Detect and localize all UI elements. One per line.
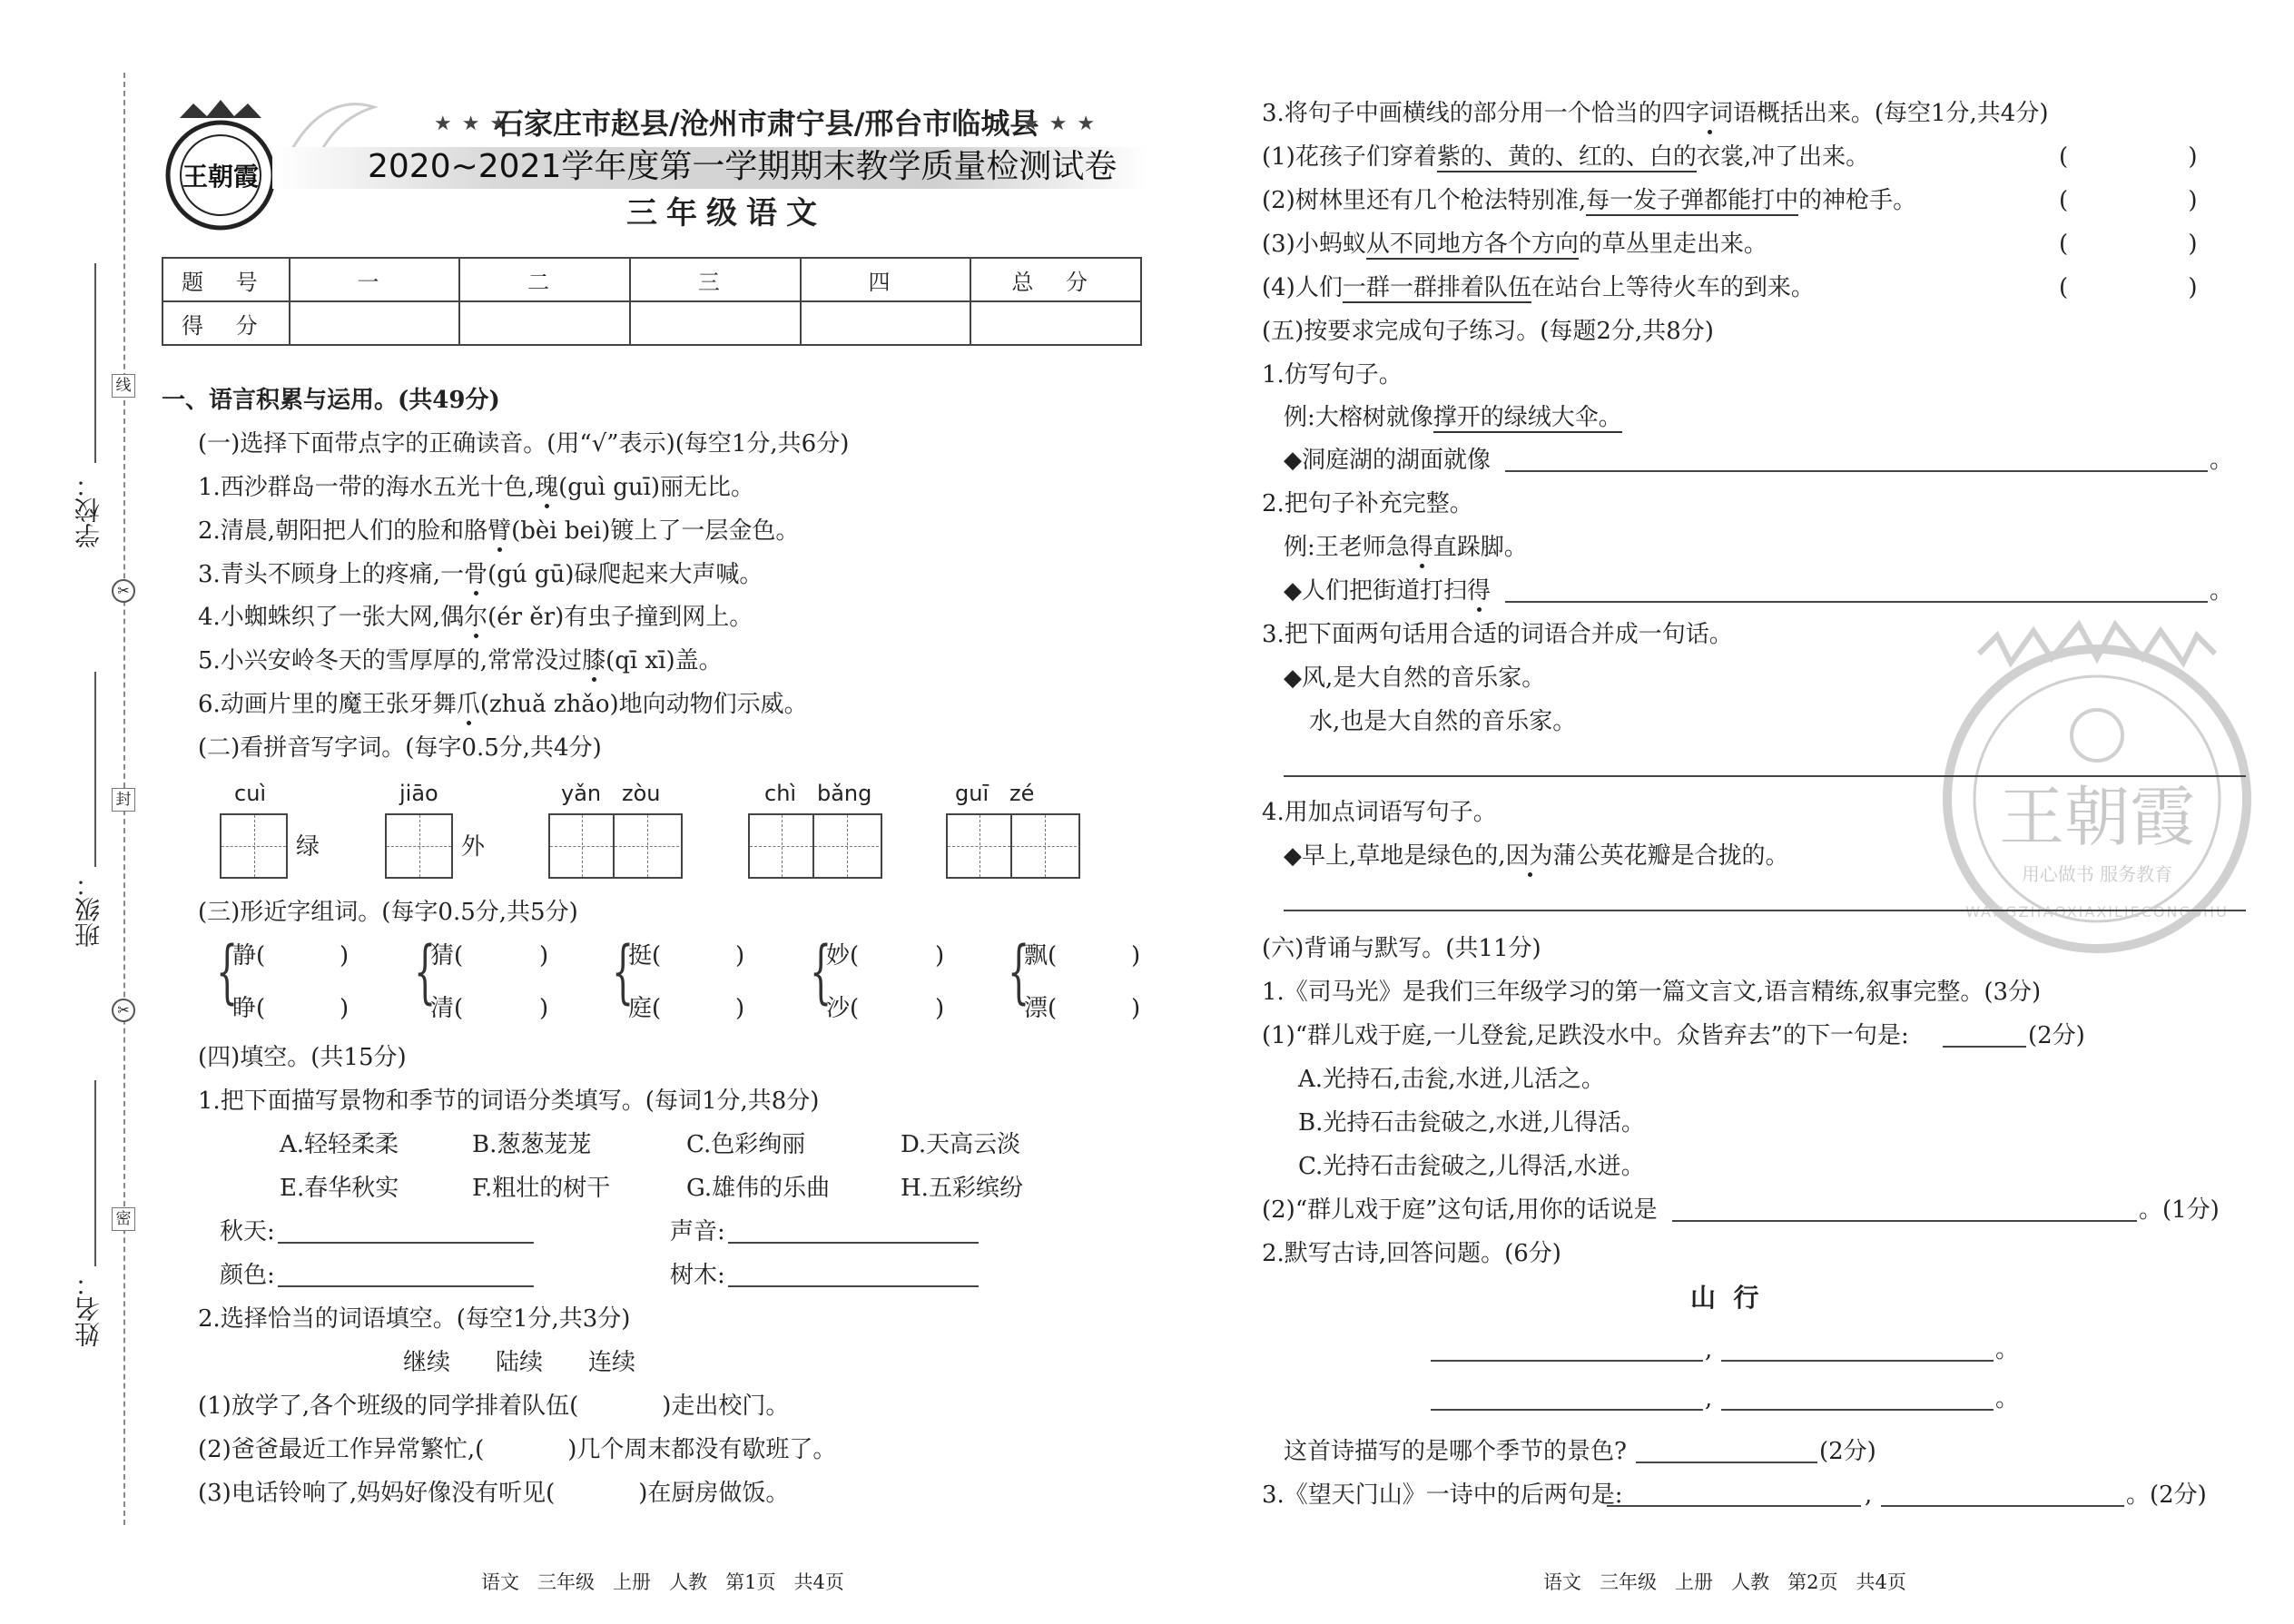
p5-q1: 1.仿写句子。 [1262, 361, 1403, 389]
p4-cat-label: 秋天: [220, 1218, 275, 1245]
score-header-cell: 二 [459, 258, 630, 301]
scissors-icon: ✂ [112, 579, 135, 603]
poem-line-blank[interactable] [1431, 1360, 1703, 1362]
region-title: 石家庄市赵县/沧州市肃宁县/邢台市临城县 [495, 106, 1039, 141]
score-header-cell: 三 [630, 258, 801, 301]
p6-q3: 3.《望天门山》一诗中的后两句是: [1262, 1481, 1623, 1509]
p6-q1-1-blank[interactable] [1943, 1046, 2026, 1048]
pinyin-label: chì bǎng [764, 781, 872, 806]
p6-season-blank[interactable] [1636, 1462, 1817, 1463]
p3-close: ) [340, 942, 350, 969]
p4-cat-blank[interactable] [728, 1285, 979, 1287]
p6-title: (六)背诵与默写。(共11分) [1262, 935, 1541, 962]
score-cell[interactable] [459, 301, 630, 345]
brace: { [612, 930, 635, 1011]
brace: { [216, 930, 239, 1011]
p6-q1-1-points: (2分) [2028, 1022, 2085, 1049]
q3-item: (4)人们一群一群排着队伍在站台上等待火车的到来。 [1262, 274, 1815, 301]
q3-title: 3.将句子中画横线的部分用一个恰当的四字词语概括出来。(每空1分,共4分) [1262, 100, 2049, 127]
answer-paren[interactable]: ( ) [2059, 274, 2198, 301]
p6-q1-1: (1)“群儿戏于庭,一儿登瓮,足跌没水中。众皆弃去”的下一句是: [1262, 1022, 1909, 1049]
p1-title: (一)选择下面带点字的正确读音。(用“√”表示)(每空1分,共6分) [198, 430, 850, 458]
grid-suffix: 绿 [296, 833, 320, 861]
p4-option: C.色彩绚丽 [686, 1131, 806, 1158]
p4-cat-label: 颜色: [220, 1262, 275, 1289]
p4-cat-label: 声音: [670, 1218, 725, 1245]
comma: , [1705, 1336, 1713, 1363]
p3-close: ) [935, 942, 945, 969]
p4-q1: 1.把下面描写景物和季节的词语分类填写。(每词1分,共8分) [198, 1088, 820, 1115]
p5-q2-example: 例:王老师急得直跺脚。 [1284, 534, 1528, 561]
p3-word: 妙( [826, 942, 860, 969]
logo-text: 王朝霞 [182, 162, 260, 192]
q3-item: (2)树林里还有几个枪法特别准,每一发子弹都能打中的神枪手。 [1262, 187, 1917, 214]
p4-fill: (3)电话铃响了,妈妈好像没有听见( )在厨房做饭。 [198, 1480, 790, 1507]
p3-close: ) [340, 995, 350, 1022]
poem-line-blank[interactable] [1721, 1409, 1994, 1411]
brace: { [414, 930, 437, 1011]
answer-paren[interactable]: ( ) [2059, 143, 2198, 171]
page-footer: 语文 三年级 上册 人教 第1页 共4页 [481, 1571, 844, 1593]
p5-q2-blank[interactable] [1505, 601, 2208, 603]
p6-q1: 1.《司马光》是我们三年级学习的第一篇文言文,语言精练,叙事完整。(3分) [1262, 979, 2042, 1006]
p3-word: 庭( [628, 995, 662, 1022]
scissors-icon: ✂ [112, 999, 135, 1022]
subject-title: 三年级语文 [626, 195, 826, 231]
score-cell[interactable] [801, 301, 971, 345]
char-grid[interactable] [385, 813, 453, 879]
p3-word: 静( [232, 942, 266, 969]
p3-close: ) [1131, 942, 1141, 969]
p1-item: 5.小兴安岭冬天的雪厚厚的,常常没过膝(qī xī)盖。 [198, 647, 723, 674]
p6-q1-2: (2)“群儿戏于庭”这句话,用你的话说是 [1262, 1196, 1658, 1224]
p6-option: A.光持石,击瓮,水迸,儿活之。 [1298, 1066, 1605, 1093]
q3-item: (3)小蚂蚁从不同地方各个方向的草丛里走出来。 [1262, 231, 1767, 258]
p4-cat-blank[interactable] [728, 1242, 979, 1244]
p3-word: 睁( [232, 995, 266, 1022]
char-grid[interactable] [946, 813, 1080, 879]
p4-option: F.粗壮的树干 [472, 1175, 611, 1202]
p3-close: ) [735, 995, 745, 1022]
p3-close: ) [735, 942, 745, 969]
poem-line-blank[interactable] [1721, 1360, 1994, 1362]
p5-q1-task: ◆洞庭湖的湖面就像 [1284, 447, 1491, 474]
seal-mark: 封 [112, 788, 135, 812]
answer-paren[interactable]: ( ) [2059, 231, 2198, 258]
p5-q4-blank[interactable] [1284, 910, 2246, 911]
p5-q2-task: ◆人们把街道打扫得 [1284, 577, 1492, 605]
p3-word: 挺( [628, 942, 662, 969]
score-cell[interactable] [970, 301, 1141, 345]
p4-fill: (1)放学了,各个班级的同学排着队伍( )走出校门。 [198, 1393, 790, 1420]
pinyin-label: cuì [234, 781, 267, 806]
p1-item: 4.小蜘蛛织了一张大网,偶尔(ér ěr)有虫子撞到网上。 [198, 604, 753, 631]
period: 。 [2210, 577, 2234, 605]
exam-title: 2020~2021学年度第一学期期末教学质量检测试卷 [368, 148, 1117, 185]
poem-title: 山 行 [1690, 1283, 1759, 1313]
poem-line-blank[interactable] [1431, 1409, 1703, 1411]
class-field[interactable] [94, 672, 96, 867]
page-footer: 语文 三年级 上册 人教 第2页 共4页 [1543, 1571, 1906, 1593]
p4-option: D.天高云淡 [901, 1131, 1021, 1158]
q3-item: (1)花孩子们穿着紫的、黄的、红的、白的衣裳,冲了出来。 [1262, 143, 1870, 171]
pinyin-label: yǎn zòu [561, 781, 661, 806]
p6-q2: 2.默写古诗,回答问题。(6分) [1262, 1240, 1561, 1267]
section1-title: 一、语言积累与运用。(共49分) [162, 387, 500, 414]
p5-q1-example: 例:大榕树就像撑开的绿绒大伞。 [1284, 404, 1622, 431]
p1-item: 6.动画片里的魔王张牙舞爪(zhuǎ zhǎo)地向动物们示威。 [198, 691, 808, 718]
stars-right: ★ ★ ★ [1021, 113, 1098, 135]
score-cell[interactable] [630, 301, 801, 345]
p4-fill: (2)爸爸最近工作异常繁忙,( )几个周末都没有歇班了。 [198, 1436, 837, 1463]
p3-word: 漂( [1024, 995, 1058, 1022]
school-field[interactable] [94, 263, 96, 463]
p3-close: ) [935, 995, 945, 1022]
p5-q3-blank[interactable] [1284, 775, 2246, 777]
p4-word: 连续 [588, 1349, 636, 1376]
answer-paren[interactable]: ( ) [2059, 187, 2198, 214]
p6-q1-2-points: 。(1分) [2139, 1196, 2220, 1224]
score-header-cell: 一 [290, 258, 460, 301]
p6-option: B.光持石击瓮破之,水迸,儿得活。 [1298, 1109, 1645, 1137]
p3-word: 清( [430, 995, 464, 1022]
period: 。 [1995, 1336, 2020, 1363]
p5-q3-a: ◆风,是大自然的音乐家。 [1284, 664, 1546, 692]
p3-close: ) [539, 995, 549, 1022]
seal2-mark: 密 [112, 1207, 135, 1231]
grid-suffix: 外 [461, 833, 486, 861]
score-row-label: 得 分 [162, 301, 290, 345]
p1-item: 1.西沙群岛一带的海水五光十色,瑰(guì guī)丽无比。 [198, 474, 755, 501]
char-grid[interactable] [748, 813, 882, 879]
p4-cat-blank[interactable] [278, 1242, 534, 1244]
p3-close: ) [539, 942, 549, 969]
p5-q2: 2.把句子补充完整。 [1262, 490, 1473, 517]
brace: { [1008, 930, 1030, 1011]
p1-item: 2.清晨,朝阳把人们的脸和胳臂(bèi bei)镀上了一层金色。 [198, 517, 800, 545]
p3-title: (三)形近字组词。(每字0.5分,共5分) [198, 899, 578, 926]
p5-q3-b: 水,也是大自然的音乐家。 [1309, 708, 1577, 735]
p4-cat-label: 树木: [670, 1262, 725, 1289]
watermark-slogan: 用心做书 服务教育 [2021, 863, 2173, 885]
p1-item: 3.青头不顾身上的疼痛,一骨(gú gū)碌爬起来大声喊。 [198, 561, 763, 588]
p4-option: B.葱葱茏茏 [472, 1131, 592, 1158]
p3-word: 沙( [826, 995, 860, 1022]
p6-option: C.光持石击瓮破之,儿得活,水迸。 [1298, 1153, 1645, 1180]
watermark-arc: WANGZHAOXIAXILIECONGSHU [1965, 903, 2229, 920]
comma: , [1705, 1385, 1713, 1412]
p6-q3-points: 。(2分) [2126, 1481, 2207, 1509]
brace: { [810, 930, 832, 1011]
pinyin-label: guī zé [955, 781, 1035, 806]
p6-q3-blank[interactable] [1881, 1505, 2124, 1507]
p4-option: G.雄伟的乐曲 [686, 1175, 831, 1202]
p4-cat-blank[interactable] [278, 1285, 534, 1287]
p4-option: E.春华秋实 [280, 1175, 399, 1202]
name-label: 姓名： [74, 1271, 103, 1347]
comma: , [1865, 1481, 1873, 1509]
p3-close: ) [1131, 995, 1141, 1022]
period: 。 [2210, 447, 2234, 474]
line-mark: 线 [112, 374, 135, 398]
p4-title: (四)填空。(共15分) [198, 1044, 407, 1071]
watermark-brand: 王朝霞 [1998, 779, 2196, 855]
p3-word: 飘( [1024, 942, 1058, 969]
p5-q3: 3.把下面两句话用合适的词语合并成一句话。 [1262, 621, 1733, 648]
p2-title: (二)看拼音写字词。(每字0.5分,共4分) [198, 734, 602, 762]
p4-option: H.五彩缤纷 [901, 1175, 1023, 1202]
p4-q2: 2.选择恰当的词语填空。(每空1分,共3分) [198, 1305, 631, 1333]
p4-word: 陆续 [496, 1349, 544, 1376]
p3-word: 猜( [430, 942, 464, 969]
p6-season: 这首诗描写的是哪个季节的景色? [1284, 1438, 1627, 1465]
period: 。 [1995, 1385, 2020, 1412]
p4-option: A.轻轻柔柔 [280, 1131, 399, 1158]
p6-q1-2-blank[interactable] [1672, 1220, 2137, 1222]
p5-q1-blank[interactable] [1505, 470, 2208, 472]
score-header-cell: 总 分 [970, 258, 1141, 301]
p6-season-points: (2分) [1819, 1438, 1876, 1465]
p5-q4: 4.用加点词语写句子。 [1262, 799, 1497, 826]
school-label: 学校： [74, 472, 103, 548]
class-label: 班级： [74, 871, 103, 948]
name-field[interactable] [94, 1080, 96, 1266]
p4-word: 继续 [403, 1349, 451, 1376]
score-table [162, 257, 1142, 346]
stars-left: ★ ★ ★ [434, 113, 510, 135]
score-header-cell: 题 号 [162, 258, 290, 301]
p5-q4-task: ◆早上,草地是绿色的,因为蒲公英花瓣是合拢的。 [1284, 842, 1789, 870]
p5-title: (五)按要求完成句子练习。(每题2分,共8分) [1262, 318, 1714, 345]
logo-seal [162, 98, 280, 234]
score-header-cell: 四 [801, 258, 971, 301]
char-grid[interactable] [220, 813, 288, 879]
pinyin-label: jiāo [399, 781, 438, 806]
char-grid[interactable] [548, 813, 683, 879]
p6-q3-blank[interactable] [1607, 1505, 1861, 1507]
score-cell[interactable] [290, 301, 460, 345]
